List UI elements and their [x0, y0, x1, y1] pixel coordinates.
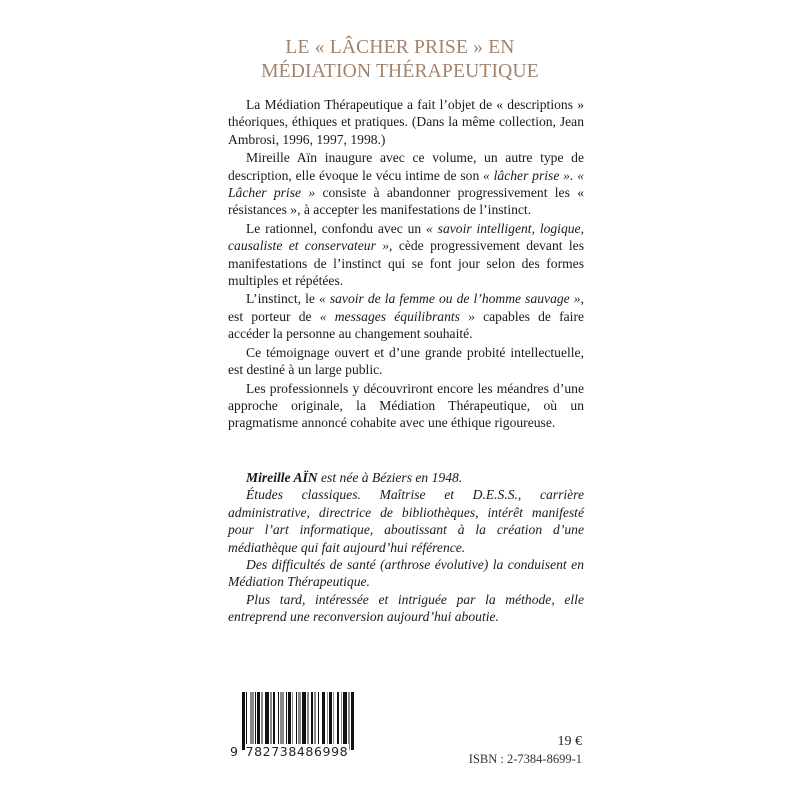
- blurb-text: , cède progressivement devant les manifestations de l’instinct qui se font jour selon des formes multiples et répétées.: [228, 238, 584, 289]
- blurb-italic-quote: « lâcher prise ».: [483, 167, 574, 183]
- barcode-bars: [242, 692, 354, 750]
- blurb-text: Mireille Aïn inaugure avec ce volume, un autre type de description, elle évoque le vécu intime de son: [228, 150, 584, 183]
- blurb-paragraph-5: Ce témoignage ouvert et d’une grande probité intellectuelle, est destiné à un large public.: [228, 344, 584, 378]
- barcode-number: 782738486998: [245, 744, 349, 759]
- blurb-text: consiste à abandonner progressivement les « résistances », à accepter les manifestations de l’instinct.: [228, 185, 584, 218]
- author-bio: [228, 469, 584, 626]
- blurb-paragraph-3: [228, 220, 584, 290]
- blurb-italic-quote: « messages équilibrants »: [319, 308, 475, 324]
- price: 19 €: [557, 734, 582, 749]
- blurb-paragraph-1: La Médiation Thérapeutique a fait l’objet de « descriptions » théoriques, éthiques et pratiques. (Dans la même collection, Jean Ambrosi, 1996, 1997, 1998.): [228, 97, 584, 147]
- isbn-barcode: [230, 692, 354, 762]
- blurb-text: Le rationnel, confondu avec un: [246, 220, 427, 236]
- isbn-number: ISBN : 2-7384-8699-1: [468, 752, 582, 766]
- bio-text: est née à Béziers en 1948.: [317, 470, 463, 485]
- back-cover-blurb: [228, 96, 584, 432]
- bio-paragraph-4: Plus tard, intéressée et intriguée par la méthode, elle entreprend une reconversion aujourd’hui aboutie.: [228, 591, 584, 625]
- blurb-italic-quote: « savoir intelligent, logique, causaliste et conservateur »: [228, 220, 584, 254]
- bio-paragraph-3: Des difficultés de santé (arthrose évolutive) la conduisent en Médiation Thérapeutique.: [228, 557, 584, 590]
- author-name: Mireille AÏN: [246, 470, 318, 485]
- blurb-text: , est porteur de: [228, 291, 584, 324]
- bio-paragraph-2: Études classiques. Maîtrise et D.E.S.S., carrière administrative, directrice de bibliothèques, intérêt manifesté pour l’art informatique, aboutissant à la création d’une médiathèque qui fait aujourd’hui référence.: [228, 487, 584, 555]
- blurb-text: L’instinct, le: [246, 291, 319, 307]
- blurb-text: capables de faire accéder la personne au changement souhaité.: [228, 308, 585, 342]
- blurb-italic-quote: « Lâcher prise »: [228, 167, 584, 201]
- blurb-paragraph-6: Les professionnels y découvriront encore les méandres d’une approche originale, la Médiation Thérapeutique, où un pragmatisme annoncé cohabite avec une éthique rigoureuse.: [228, 380, 584, 431]
- blurb-italic-quote: « savoir de la femme ou de l’homme sauvage »: [318, 291, 581, 307]
- barcode-bar: [351, 692, 354, 750]
- blurb-paragraph-4: [228, 290, 584, 342]
- book-title: [0, 36, 800, 84]
- bio-paragraph-1: [228, 469, 584, 486]
- book-title-line-1: LE « LÂCHER PRISE » EN: [285, 37, 515, 58]
- book-title-line-2: MÉDIATION THÉRAPEUTIQUE: [261, 61, 539, 82]
- barcode-lead-digit: 9: [230, 744, 239, 759]
- blurb-paragraph-2: [228, 149, 584, 219]
- barcode-digits: [230, 744, 360, 759]
